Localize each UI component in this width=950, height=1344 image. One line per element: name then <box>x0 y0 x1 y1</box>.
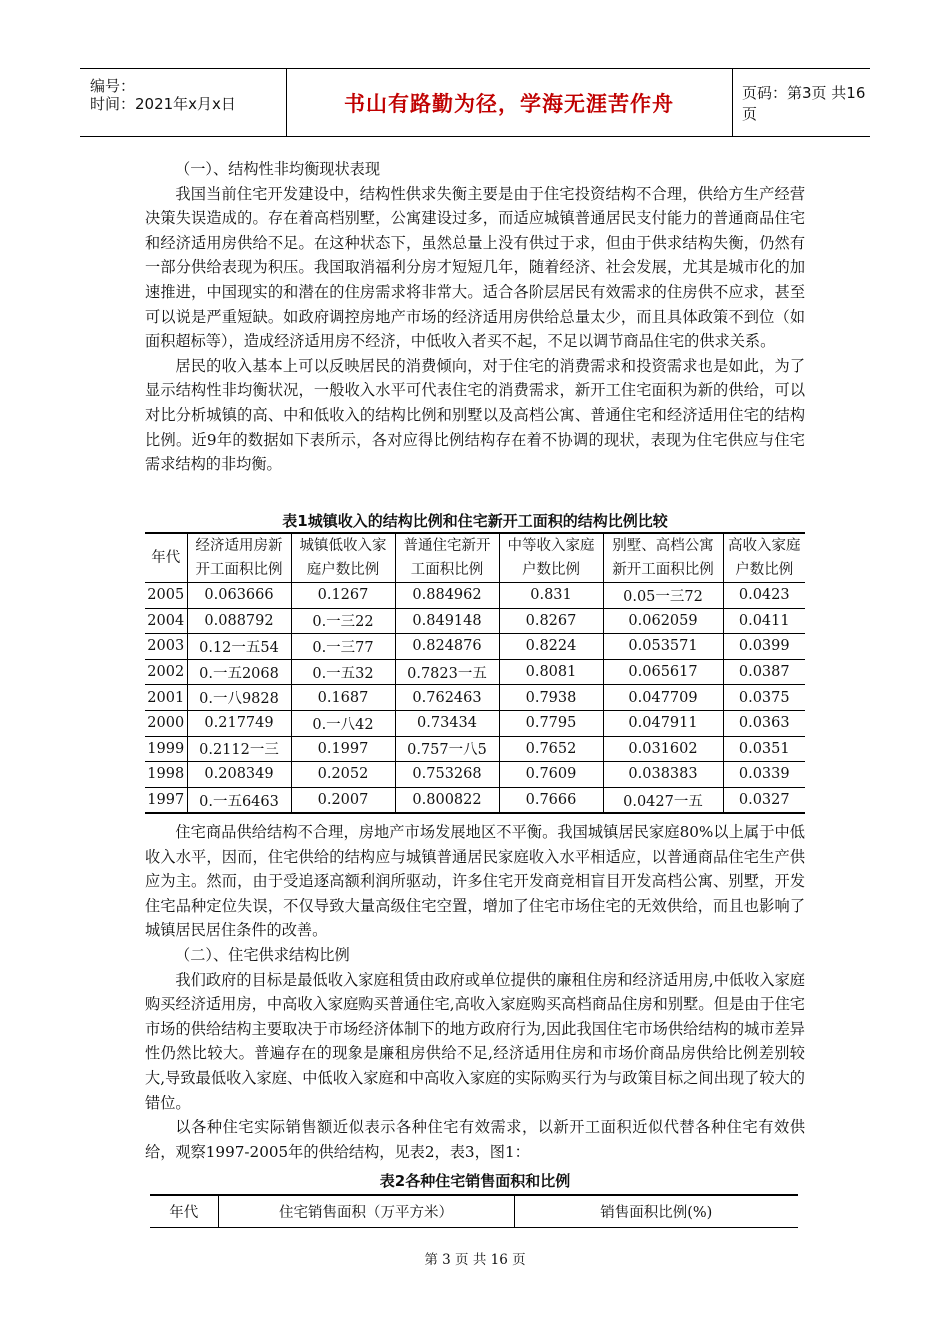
column-header: 住宅销售面积（万平方米） <box>218 1195 514 1228</box>
table-1-caption: 表1城镇收入的结构比例和住宅新开工面积的结构比例比较 <box>282 512 668 530</box>
page-header <box>80 68 870 137</box>
header-motto-cell <box>286 69 733 136</box>
column-header <box>187 533 291 583</box>
table-cell: 2002 <box>145 659 187 685</box>
table-cell: 0.05一三72 <box>603 583 723 609</box>
header-motto: 书山有路勤为径，学海无涯苦作舟 <box>344 90 674 116</box>
paragraph: 以各种住宅实际销售额近似表示各种住宅有效需求，以新开工面积近似代替各种住宅有效供给，观察1997-2005年的供给结构，见表2，表3，图1： <box>145 1118 805 1161</box>
column-header-line: 庭户数比例 <box>306 562 380 578</box>
table-cell: 0.088792 <box>187 608 291 634</box>
table-cell: 0.1687 <box>291 685 395 711</box>
column-header-line: 户数比例 <box>735 562 794 578</box>
column-header-line: 经济适用房新 <box>195 538 283 554</box>
table-cell: 0.031602 <box>603 736 723 762</box>
table-cell: 0.7795 <box>499 710 603 736</box>
table-cell: 0.753268 <box>395 762 499 788</box>
table-cell: 0.884962 <box>395 583 499 609</box>
column-header <box>603 533 723 583</box>
table-cell: 0.047911 <box>603 710 723 736</box>
column-header-line: 户数比例 <box>522 562 580 578</box>
table-cell: 0.12一五54 <box>187 634 291 660</box>
table-row <box>145 659 805 685</box>
table-row <box>145 685 805 711</box>
table-cell: 2003 <box>145 634 187 660</box>
table-cell: 0.800822 <box>395 787 499 813</box>
paragraph: 居民的收入基本上可以反映居民的消费倾向，对于住宅的消费需求和投资需求也是如此，为了显示结构性非均衡状况，一般收入水平可代表住宅的消费需求，新开工住宅面积为新的供给，可以对比分析城镇的高、中和低收入的结构比例和别墅以及高档公寓、普通住宅和经济适用住宅的结构比例。近9年的数据如下表所示，各对应得比例结构存在着不协调的现状，表现为住宅供应与住宅需求结构的非均衡。 <box>145 356 805 474</box>
table-row <box>145 710 805 736</box>
table-cell: 0.8267 <box>499 608 603 634</box>
table-cell: 0.7666 <box>499 787 603 813</box>
section-1-heading: （一）、结构性非均衡现状表现 <box>175 160 381 178</box>
column-header <box>723 533 805 583</box>
table-cell: 0.1997 <box>291 736 395 762</box>
table-cell: 0.0423 <box>723 583 805 609</box>
table-cell: 2004 <box>145 608 187 634</box>
table-cell: 0.849148 <box>395 608 499 634</box>
table-cell: 0.7823一五 <box>395 659 499 685</box>
document-time-label: 时间：2021年x月x日 <box>90 95 236 113</box>
table-cell: 1998 <box>145 762 187 788</box>
table-cell: 0.2112一三 <box>187 736 291 762</box>
column-header-line: 新开工面积比例 <box>612 562 714 578</box>
section-2-heading: （二）、住宅供求结构比例 <box>175 945 350 964</box>
table-cell: 0.757一八5 <box>395 736 499 762</box>
table-cell: 0.7652 <box>499 736 603 762</box>
table-cell: 0.73434 <box>395 710 499 736</box>
table-1 <box>145 532 805 814</box>
table-cell: 0.一八9828 <box>187 685 291 711</box>
table-cell: 2001 <box>145 685 187 711</box>
table-header-row <box>150 1195 798 1228</box>
table-cell: 2005 <box>145 583 187 609</box>
header-meta-cell <box>80 69 287 136</box>
section-1-text <box>145 157 805 477</box>
table-cell: 0.047709 <box>603 685 723 711</box>
document-number-label: 编号： <box>90 77 136 95</box>
table-cell: 0.8224 <box>499 634 603 660</box>
column-header-line: 城镇低收入家 <box>299 538 387 554</box>
table-cell: 0.065617 <box>603 659 723 685</box>
table-cell: 2000 <box>145 710 187 736</box>
table-cell: 0.一三77 <box>291 634 395 660</box>
table-cell: 0.824876 <box>395 634 499 660</box>
table-cell: 0.7938 <box>499 685 603 711</box>
table-cell: 0.0399 <box>723 634 805 660</box>
column-header-line: 中等收入家庭 <box>507 538 595 554</box>
table-cell: 0.762463 <box>395 685 499 711</box>
year-header: 年代 <box>145 533 187 583</box>
header-page-number: 页码：第3页 共16页 <box>742 83 866 123</box>
table-cell: 0.2007 <box>291 787 395 813</box>
table-2 <box>150 1194 798 1228</box>
column-header: 销售面积比例(%) <box>514 1195 798 1228</box>
table-cell: 0.0427一五 <box>603 787 723 813</box>
table-cell: 0.0363 <box>723 710 805 736</box>
table-cell: 0.053571 <box>603 634 723 660</box>
table-cell: 0.2052 <box>291 762 395 788</box>
table-cell: 0.831 <box>499 583 603 609</box>
column-header: 年代 <box>169 1205 199 1221</box>
table-2-caption: 表2各种住宅销售面积和比例 <box>379 1172 571 1190</box>
table-cell: 0.038383 <box>603 762 723 788</box>
table-cell: 0.0339 <box>723 762 805 788</box>
table-row <box>145 634 805 660</box>
column-header-line: 工面积比例 <box>410 562 484 578</box>
header-page-cell <box>732 69 870 136</box>
section-2-text <box>145 820 805 1164</box>
table-cell: 0.0387 <box>723 659 805 685</box>
column-header-line: 高收入家庭 <box>728 538 801 554</box>
table-cell: 0.7609 <box>499 762 603 788</box>
paragraph: 我国当前住宅开发建设中，结构性供求失衡主要是由于住宅投资结构不合理，供给方生产经营决策失误造成的。存在着高档别墅，公寓建设过多，而适应城镇普通居民支付能力的普通商品住宅和经济适用房供给不足。在这种状态下，虽然总量上没有供过于求，但由于供求结构失衡，仍然有一部分供给表现为积压。我国取消福利分房才短短几年，随着经济、社会发展，尤其是城市化的加速推进，中国现实的和潜在的住房需求将非常大。适合各阶层居民有效需求的住房供不应求，甚至可以说是严重短缺。如政府调控房地产市场的经济适用房供给总量太少，而且具体政策不到位（如面积超标等），造成经济适用房不经济，中低收入者买不起，不足以调节商品住宅的供求关系。 <box>145 184 805 351</box>
table-cell: 0.一八42 <box>291 710 395 736</box>
column-header-line: 普通住宅新开 <box>403 538 491 554</box>
table-row <box>145 736 805 762</box>
table-cell: 0.217749 <box>187 710 291 736</box>
table-cell: 0.0375 <box>723 685 805 711</box>
column-header <box>291 533 395 583</box>
column-header <box>499 533 603 583</box>
table-row <box>145 762 805 788</box>
column-header <box>395 533 499 583</box>
column-header-line: 别墅、高档公寓 <box>612 538 714 554</box>
table-cell: 0.062059 <box>603 608 723 634</box>
table-cell: 1997 <box>145 787 187 813</box>
table-cell: 1999 <box>145 736 187 762</box>
table-cell: 0.一五6463 <box>187 787 291 813</box>
table-header-row <box>145 533 805 583</box>
paragraph: 我们政府的目标是最低收入家庭租赁由政府或单位提供的廉租住房和经济适用房,中低收入家庭购买经济适用房，中高收入家庭购买普通住宅,高收入家庭购买高档商品住房和别墅。但是由于住宅市场的供给结构主要取决于市场经济体制下的地方政府行为,因此我国住宅市场供给结构的城市差异性仍然比较大。普遍存在的现象是廉租房供给不足,经济适用住房和市场价商品房供给比例差别较大,导致最低收入家庭、中低收入家庭和中高收入家庭的实际购买行为与政策目标之间出现了较大的错位。 <box>145 970 805 1112</box>
table-cell: 0.一三22 <box>291 608 395 634</box>
table-cell: 0.0327 <box>723 787 805 813</box>
table-cell: 0.一五32 <box>291 659 395 685</box>
table-cell: 0.8081 <box>499 659 603 685</box>
paragraph: 住宅商品供给结构不合理，房地产市场发展地区不平衡。我国城镇居民家庭80%以上属于中低收入水平，因而，住宅供给的结构应与城镇普通居民家庭收入水平相适应，以普通商品住宅生产供应为主。然而，由于受追逐高额利润所驱动，许多住宅开发商竞相盲目开发高档公寓、别墅，开发住宅品种定位失误，不仅导致大量高级住宅空置，增加了住宅市场住宅的无效供给，而且也影响了城镇居民居住条件的改善。 <box>145 823 805 940</box>
table-cell: 0.0351 <box>723 736 805 762</box>
column-header-line: 开工面积比例 <box>195 562 283 578</box>
table-row <box>145 787 805 813</box>
table-cell: 0.208349 <box>187 762 291 788</box>
table-row <box>145 583 805 609</box>
table-cell: 0.063666 <box>187 583 291 609</box>
table-cell: 0.0411 <box>723 608 805 634</box>
table-row <box>145 608 805 634</box>
page-footer: 第 3 页 共 16 页 <box>424 1252 526 1268</box>
table-cell: 0.1267 <box>291 583 395 609</box>
table-cell: 0.一五2068 <box>187 659 291 685</box>
